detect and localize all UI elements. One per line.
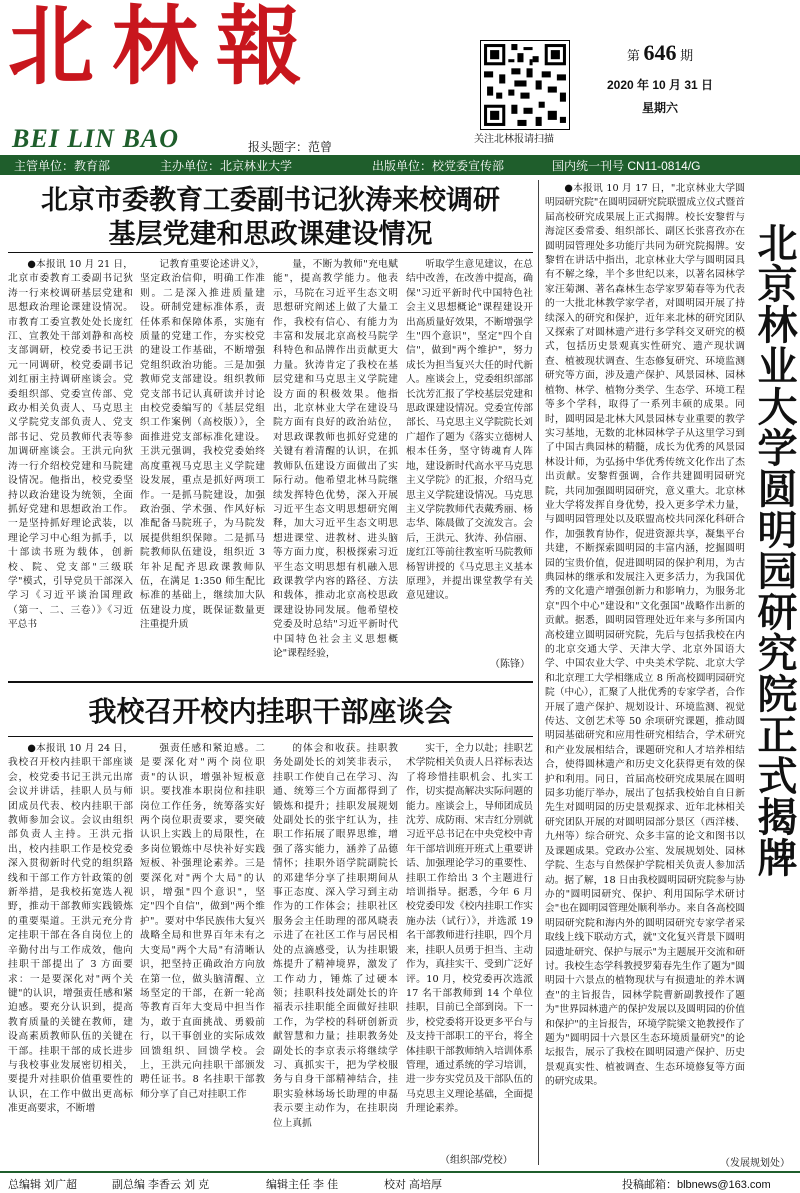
article1-column-3: 量，不断为教师"充电赋能"，提高教学能力。他表示，马院在习近平生态文明思想研究阐述上做了大量工作，我校有信心、有能力为丰富和发展北京高校马院学科特色和品牌作出贡献更大力量。狄涛肯定了我校在基层党建和马克思主义学院建设方面的积极效果。他指出，北京林业大学在建设马院方面有良好的政治站位，对思政课教师也抓好党建的关键有着清醒的认识，在抓教师队伍建设方面做出了实际行动。他希望北林马院继续发挥特色优势，深入开展习近平生态文明思想研究阐释，加大习近平生态文明思想进课堂、进教材、进头脑等方面力度，积极探索习近平生态文明思想有机融入思政课教学内容的路径、方法和载体，推动北京高校思政课建设协同发展。他希望校党委及时总结"习近平新时代中国特色社会主义思想概论"课程经验， bbox=[273, 259, 398, 659]
article1-headline-line1: 北京市委教育工委副书记狄涛来校调研 bbox=[41, 185, 500, 216]
article1-column-2: 记教育重要论述讲义》，坚定政治信仰，明确工作准则。二是深入推进质量建设。研制党建标准体系，责任体系和保障体系，实施有质量的党建工作，夯实校党的建设工作基础，不断增强党组织政治功能。三是加强教师党支部建设。组织教师党支部书记认真研读并讨论由校党委编写的《基层党组织工作案例（高校版）》，全面推进党支部标准化建设。王洪元强调，我校党委始终高度重视马克思主义学院建设发展，重点是抓好两项工作。一是抓马院建设，加强政治强、学术强、作风好标准配备马院班子，为马院发展提供组织保障。二是抓马院教师队伍建设，组织近 3 年补足配齐思政课教师队伍，在满足 1:350 师生配比标准的基础上，继续加大队伍建设力度，既保证数量更注重提升质 bbox=[140, 259, 265, 631]
publisher-unit: 出版单位：校党委宣传部 bbox=[372, 158, 505, 173]
footer-editor-in-charge: 编辑主任 李 佳 bbox=[266, 1179, 339, 1191]
footer-bar bbox=[0, 1171, 800, 1191]
article2-headline[interactable]: 我校召开校内挂职干部座谈会 bbox=[88, 695, 453, 728]
column-separator bbox=[538, 180, 539, 1165]
supervisor-unit: 主管单位：教育部 bbox=[14, 158, 111, 173]
serial-number: 国内统一刊号 CN11-0814/G bbox=[552, 158, 701, 173]
divider bbox=[8, 736, 533, 737]
article1-column-4: 听取学生意见建议，在总结中改善，在改善中提高，确保"习近平新时代中国特色社会主义思想概论"课程建设开出高质量好效果，不断增强学生"四个意识"，坚定"四个自信"，做到"两个维护"，努力成长为担当复兴大任的时代新人。座谈会上，党委组织部部长沈芳汇报了学校基层党建和思政课建设情况。党委宣传部部长、马克思主义学院院长刘广超作了题为《落实立德树人根本任务，坚守铸魂育人阵地，建设新时代高水平马克思主义学院》的汇报，介绍马克思主义学院建设情况。马克思主义学院教师代表戴秀丽、杨志华、陈晨做了交流发言。会后，王洪元、狄涛、孙信丽、庞红江等前往教室听马院教师杨智讲授的《马克思主义基本原理》，并提出课堂教学有关意见建议。 bbox=[406, 259, 533, 602]
issue-number: 第 646 期 bbox=[626, 40, 694, 65]
sponsor-unit: 主办单位：北京林业大学 bbox=[160, 158, 293, 173]
issue-date: 2020 年 10 月 31 日 bbox=[606, 78, 714, 92]
issue-info bbox=[600, 40, 720, 116]
article1-headline-line2: 基层党建和思政课建设情况 bbox=[108, 219, 433, 250]
article2-column-1: ●本报讯 10 月 24 日，我校召开校内挂职干部座谈会，校党委书记王洪元出席会议并讲话，挂职人员与师团成员代表、校内挂职干部教师参加会议。会议由组织部负责人主持。王洪元指出，校内挂职工作是校党委深入贯彻新时代党的组织路线和干部工作方针政策的创新举措，是我校拓宽选人视野，推动干部教师实践锻炼的重要渠道。王洪元充分肯定挂职干部在各自岗位上的辛勤付出与工作成效，他向挂职干部提出了 3 方面要求：一是要深化对"两个关键"的认识，增强责任感和紧迫感。要充分认识到，提高教育质量的关键在教师，建设高素质教师队伍的关键在干部。挂职干部的成长进步与我校事业发展密切相关，要提升对挂职价值重要性的认识，在工作中做出更高标准更高要求，不断增 bbox=[8, 743, 133, 1115]
article1-headline[interactable] bbox=[8, 184, 533, 252]
article3-body: ●本报讯 10 月 17 日，"北京林业大学圆明园研究院"在圆明园研究院联盟成立仪式暨首届高校研究成果展上正式揭牌。校长安黎哲与海淀区委常委、组织部长、副区长张喜孜亦在圆明园管理处多功能厅共同为研究院揭牌。安黎哲在讲话中指出，北京林业大学与圆明园具有不解之缘，半个多世纪以来，以著名园林学家汪菊渊、著名森林生态学家罗菊春等为代表的一大批北林教学家学者，对圆明园开展了持续深入的研究和保护，近年来北林的研究团队又探索了对圆林遗产进行多学科交叉研究的模式，包括历史景观真实性研究、遗产现状调查、植被现状调查、生态修复研究、环境监测研究等方面，涉及遗产保护、风景园林、园林植物、林学、植物分类学、生态学、环境工程等多个学科，取得了一系列丰硕的成果。同时，圆明园是北林大风景园林专业重要的教学实习基地，无数的北林园林学子从这里学习到了中国古典园林的精髓，成长为优秀的风景园林设计师，为弘扬中华优秀传统文化作出了杰出贡献。安黎哲强调，合作共建圆明园研究院，共同加强圆明园研究，意义重大。北京林业大学将发挥自身优势，投入更多学术力量，与圆明园管理处以及联盟高校共同深化科研合作，加强教育协作，促进资源共享，凝集平台共建，不断探索圆明园的丰富内涵，挖掘圆明园的宝贵价值，促进圆明园的保护利用，为古典园林的继承和发展注入更多活力，为我国优秀的文化遗产增强创新力和影响力，为服务北京"四个中心"建设和"文化强国"战略作出新的贡献。据悉，圆明园管理处近年来与多所国内高校建立圆明园研究院，先后与包括我校在内的北京交通大学、天津大学、北京外国语大学、中国农业大学、中央美术学院、北京大学和北京理工大学相继成立 8 所高校圆明园研究院（中心），汇聚了人批优秀的专家学者，合作开展了遗产保护、规划设计、环境监测、视觉传达、文创艺术等 50 余项研究课题，推动圆明园基础研究和应用性研究相结合，学术研究和产业发展相结合，课题研究和人才培养相结合，使得圆林遗产和历史文化获得更有效的保护和利用。同日，首届高校研究成果展在圆明园多功能厅举办，展出了包括我校始自自日新先生对圆明园的历史景观探求、近年北林相关研究团队开展的对圆明园部分景区（西洋楼、九州等）综合研究、众多丰富的论文和图书以及课题成果。党政办公室、发展规划处、园林学院、生态与自然保护学院相关负责人参加活动。据了解，18 日由我校圆明园研究院参与协办的"圆明园研究、保护、利用国际学术研讨会"也在圆明园管理处顺利举办。来自各高校圆明园研究院和海内外的圆明园研究专家学者采取线上线下联动方式，就"文化复兴背景下圆明园遗址研究、保护与展示"为主题展开交流和研讨。我校生态学科教授罗菊春先生作了题为"圆明园十六景点的植物现状与有损遗址的养木调查"的主旨报告，园林学院曹新副教授作了题为"世界园林遗产的保护发展以及圆明园的价值和保护"的主旨报告，环境学院梁文艳教授作了题为"圆明园十六景区生态环境质量研究"的论坛报告，展示了我校在圆明园遗产保护、历史景观真实性、植被调查、生态环境修复等方面的研究成果。 bbox=[545, 183, 745, 1088]
article2-column-4: 实干，全力以赴；挂职艺术学院相关负责人吕祥标表达了将珍惜挂职机会、扎实工作，切实提高解决实际问题的能力。座谈会上，导师团成员沈芳、成防雨、宋吉红分别就习近平总书记在中央党校中青年干部培训班开班式上重要讲话、加强理论学习的重要性、挂职工作给出 3 个主题进行培训指导。据悉，今年 6 月校党委印发《校内挂职工作实施办法（试行）》，并选派 19 名干部教师进行挂职，四个月来，挂职人员勇于担当、主动作为，真挂实干、受到广泛好评。10 月，校党委再次选派 17 名干部教师到 14 个单位挂职，目前已全部到岗。下一步，校党委将开设更多平台与及支持干部职工的平台，将全体挂职干部教师纳入培训体系管理，通过系统的学习培训，进一步夯实党员及干部队伍的马克思主义理论基础，全面提升理论素养。 bbox=[406, 743, 533, 1115]
article1-column-1: ●本报讯 10 月 21 日，北京市委教育工委副书记狄涛一行来校调研基层党建和思想政治理论课建设情况。市教育工委宣教处处长庞红江、宣教处干部刘静和高校支部调研，校党委书记王洪元一同调研，校党委副书记刘红丽主持调研座谈会。党委组织部、党委宣传部、党政办相关负责人、马克思主义学院党支部负责人、党支部书记、党员教师代表等参加调研座谈会。王洪元向狄涛一行介绍校党建和马院建设情况。他指出，校党委坚持以政治建设为统领，全面抓好党建和思想政治工作。一是坚持抓好理论武装，以理论学习中心组为抓手，以十部读书班为载体，创新校、院、党支部"三级联学"模式，引导党员干部深入学习《习近平谈治国理政（第一、二、三卷）》《习近平总书 bbox=[8, 259, 133, 631]
masthead-pinyin: BEI LIN BAO bbox=[12, 124, 180, 153]
article1-byline: （陈锋） bbox=[490, 659, 530, 670]
footer-deputy-editor: 副总编 李香云 刘 克 bbox=[112, 1179, 210, 1191]
article2-byline: （组织部/党校） bbox=[440, 1155, 513, 1166]
qr-code-icon[interactable] bbox=[480, 40, 570, 130]
qr-caption: 关注北林报请扫描 bbox=[474, 134, 554, 145]
issue-weekday: 星期六 bbox=[641, 101, 678, 115]
footer-chief-editor: 总编辑 刘广超 bbox=[8, 1179, 78, 1191]
footer-email[interactable]: 投稿邮箱：blbnews@163.com bbox=[622, 1179, 771, 1191]
divider bbox=[8, 681, 533, 683]
article2-column-2: 强责任感和紧迫感。二是要深化对"两个岗位职责"的认识，增强补短板意识。要找准本职岗位和挂职岗位工作任务，统筹落实好两个岗位职责要求，要突破认识上实践上的局限性，在多岗位锻炼中尽快补好实践短板、补强理论素养。三是要深化对"两个大局"的认识，增强"四个意识"，坚定"四个自信"，做到"两个维护"。要对中华民族伟大复兴战略全局和世界百年未有之大变局"两个大局"有清晰认识，把坚持正确政治方向放在第一位，做头脑清醒、立场坚定的干部，在新一轮高等教育百年大变局中担当作为，敢于直面挑战、勇毅前行，以干事创业的实际成效回馈组织、回馈学校。会上，王洪元向挂职干部颁发聘任证书。8 名挂职干部教师分享了自己对挂职工作 bbox=[140, 743, 265, 1100]
article3-headline[interactable]: 北京林业大学圆明园研究院正式揭牌 bbox=[751, 222, 797, 878]
divider bbox=[8, 252, 533, 253]
article2-column-3: 的体会和收获。挂职教务处副处长的刘笑非表示，挂职工作使自己在学习、沟通、统筹三个方面都得到了锻炼和提升；挂职发展规划处副处长的张宇红认为，挂职工作拓展了眼界思维，增强了落实能力，涵养了品德情怀；挂职外语学院副院长的邓建华分享了挂职期间从事正态度、深入学习到主动作为的工作体会；挂职社区服务会主任助理的邵风晓表示进了在社区工作与居民相处的点滴感受，认为挂职锻炼提升了精神境界，激发了工作动力，锤炼了过硬本领；挂职科技处副处长的许福表示挂职能全面做好挂职工作，为学校的科研创新贡献智慧和力量；挂职教务处副处长的李京表示将继续学习、真抓实干，把为学校服务与自身干部精神结合，挂职实验林场场长助理的申磊表示要主动作为，在挂职岗位上真抓 bbox=[273, 743, 398, 1129]
publication-info-bar bbox=[0, 155, 800, 175]
masthead-title: 北林報 bbox=[8, 0, 320, 97]
article3-byline: （发展规划处） bbox=[720, 1158, 790, 1169]
footer-proofreader: 校对 高培厚 bbox=[384, 1179, 443, 1191]
masthead-calligrapher: 报头题字：范曾 bbox=[248, 140, 333, 154]
